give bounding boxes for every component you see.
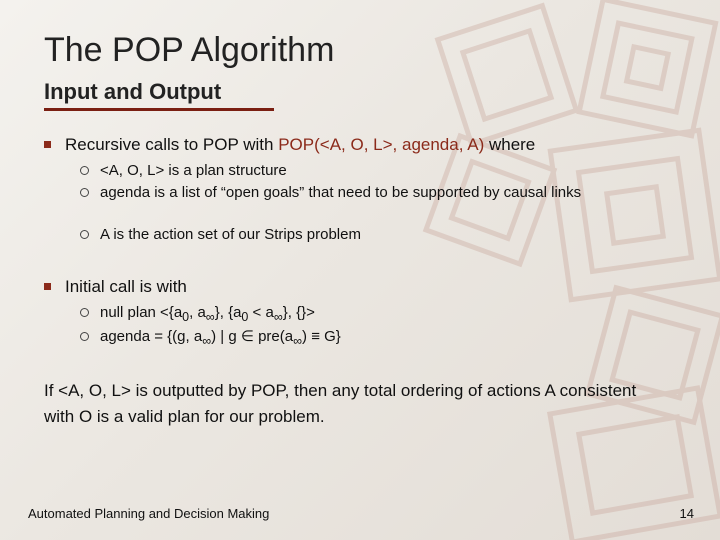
subitem-agenda-definition xyxy=(80,328,640,350)
bullet-text: Recursive calls to POP with xyxy=(65,135,279,154)
subitem-text: A is the action set of our Strips problem xyxy=(100,226,361,243)
slide-subtitle: Input and Output xyxy=(44,79,222,104)
conclusion-text: If <A, O, L> is outputted by POP, then any total ordering of actions A consistent with O is a valid plan for our problem. xyxy=(44,381,637,426)
ring-bullet-icon xyxy=(80,308,89,317)
subitem-agenda xyxy=(80,184,640,201)
subitem-text: <A, O, L> is a plan structure xyxy=(100,162,287,179)
bullet-text-suffix: where xyxy=(484,135,536,154)
title-underline xyxy=(44,108,274,111)
square-bullet-icon xyxy=(44,283,51,290)
bullet-text: Initial call is with xyxy=(65,277,187,296)
ring-bullet-icon xyxy=(80,188,89,197)
footer-course-title: Automated Planning and Decision Making xyxy=(28,506,270,521)
slide-title: The POP Algorithm xyxy=(44,31,335,69)
subitem-text: agenda is a list of “open goals” that need to be supported by causal links xyxy=(100,184,582,201)
page-number: 14 xyxy=(679,506,694,521)
subitem-text: agenda = {(g, $a_\infty$) | g ∈ $pre(a_\infty) \equiv G$} xyxy=(100,328,341,348)
subitem-plan-structure xyxy=(80,162,640,179)
square-bullet-icon xyxy=(44,141,51,148)
bullet-recursive-calls xyxy=(44,134,535,156)
subitem-action-set xyxy=(80,226,640,243)
subitem-text: null plan $<\{a_0$, $a_\infty$}, $\{a_0 < a_\infty\}$, {}> xyxy=(100,304,315,324)
ring-bullet-icon xyxy=(80,332,89,341)
pop-call-text: POP(<A, O, L>, agenda, A) xyxy=(278,135,485,154)
ring-bullet-icon xyxy=(80,166,89,175)
ring-bullet-icon xyxy=(80,230,89,239)
bullet-initial-call xyxy=(44,276,187,298)
subitem-null-plan xyxy=(80,304,640,326)
